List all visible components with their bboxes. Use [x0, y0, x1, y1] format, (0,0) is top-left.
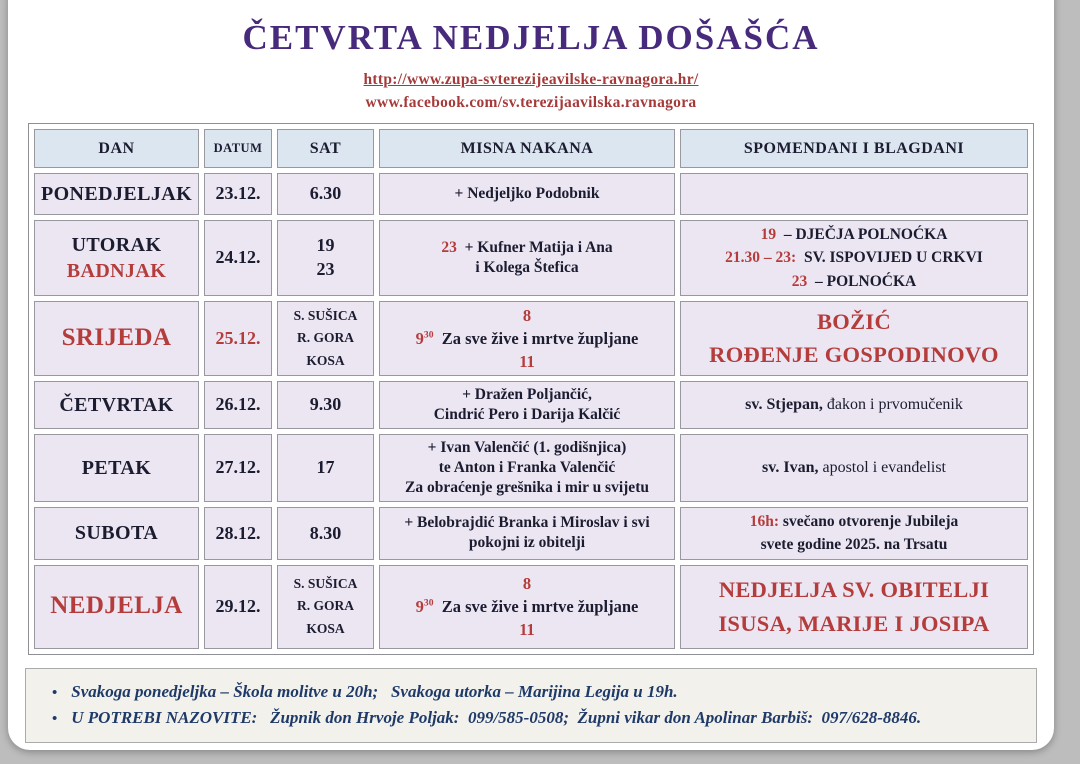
text-line: svete godine 2025. na Trsatu [760, 536, 948, 554]
intention-cell [379, 220, 675, 296]
text-line: sv. Stjepan, đakon i prvomučenik [745, 395, 963, 413]
text-line: 6.30 [309, 183, 342, 204]
day-cell [34, 565, 199, 649]
text-line: 17 [316, 457, 335, 478]
footer-note-text: Svakoga ponedjeljka – Škola molitve u 20h; Svakoga utorka – Marijina Legija u 19h. [71, 681, 678, 701]
bullet-icon: • [52, 710, 58, 727]
text-line: UTORAK [71, 233, 162, 256]
document-content [8, 0, 1054, 743]
date-cell [204, 381, 272, 429]
text-line: 27.12. [215, 457, 261, 478]
footer-note-text: U POTREBI NAZOVITE: Župnik don Hrvoje Poljak: 099/585-0508; Župni vikar don Apolinar Barbiš: 097/628-8846. [71, 707, 922, 727]
date-cell [204, 507, 272, 560]
date-cell [204, 301, 272, 376]
feast-cell [680, 301, 1028, 376]
day-cell [34, 434, 199, 502]
text-line: Za obraćenje grešnika i mir u svijetu [405, 479, 649, 497]
feast-cell [680, 381, 1028, 429]
day-cell [34, 173, 199, 215]
text-line: NEDJELJA [50, 592, 183, 620]
table-row-nedjelja [34, 565, 1028, 649]
intention-cell [379, 381, 675, 429]
table-row-srijeda [34, 301, 1028, 376]
text-line: 24.12. [215, 247, 261, 268]
day-cell [34, 507, 199, 560]
text-line: 19 [316, 235, 335, 256]
intention-cell [379, 565, 675, 649]
text-line: sv. Ivan, apostol i evanđelist [762, 458, 946, 476]
column-header-spomendani-i-blagdani: SPOMENDANI I BLAGDANI [680, 129, 1028, 168]
text-line: PONEDJELJAK [40, 183, 193, 205]
text-line: 23 – POLNOĆKA [791, 272, 917, 290]
text-line: KOSA [306, 620, 345, 636]
text-line: i Kolega Štefica [475, 258, 579, 276]
text-line: NEDJELJA SV. OBITELJI [718, 576, 990, 602]
time-cell [277, 565, 374, 649]
day-cell [34, 220, 199, 296]
text-line: BOŽIĆ [816, 308, 892, 334]
text-line: ISUSA, MARIJE I JOSIPA [718, 610, 990, 636]
column-header-dan: DAN [34, 129, 199, 168]
text-line: Cindrić Pero i Darija Kalčić [433, 406, 621, 424]
table-row-utorak-badnjak [34, 220, 1028, 296]
table-row-cetvrtak [34, 381, 1028, 429]
feast-cell [680, 220, 1028, 296]
time-cell [277, 220, 374, 296]
text-line: 8.30 [309, 522, 342, 543]
text-line: 9.30 [309, 394, 342, 415]
mass-schedule-table [28, 123, 1034, 655]
table-row-subota [34, 507, 1028, 560]
text-line: R. GORA [297, 598, 354, 614]
parish-website-link[interactable]: http://www.zupa-svterezijeavilske-ravnagora.hr/ [363, 71, 699, 88]
text-line: 8 [522, 573, 532, 593]
feast-cell [680, 434, 1028, 502]
notes-box [25, 668, 1037, 744]
text-line: 23 [316, 258, 335, 279]
text-line: $9^{30}$ Za sve žive i mrtve župljane [415, 328, 639, 348]
text-line: + Nedjeljko Podobnik [454, 184, 600, 202]
text-line: PETAK [81, 457, 152, 480]
text-line: 26.12. [215, 394, 261, 415]
intention-cell [379, 507, 675, 560]
text-line: + Belobrajdić Branka i Miroslav i svi [404, 514, 650, 532]
text-line: pokojni iz obitelji [468, 534, 586, 552]
time-cell [277, 381, 374, 429]
text-line: + Ivan Valenčić (1. godišnjica) [427, 438, 627, 456]
column-header-sat: SAT [277, 129, 374, 168]
links-block [8, 68, 1054, 114]
footer-note [52, 705, 1020, 731]
text-line: SUBOTA [74, 522, 159, 545]
time-cell [277, 434, 374, 502]
time-cell [277, 507, 374, 560]
intention-cell [379, 434, 675, 502]
intention-cell [379, 173, 675, 215]
table-header-row [34, 129, 1028, 168]
date-cell [204, 173, 272, 215]
text-line: R. GORA [297, 330, 354, 346]
text-line: SRIJEDA [61, 324, 172, 352]
feast-cell [680, 173, 1028, 215]
page-title: ČETVRTA NEDJELJA DOŠAŠĆA [242, 18, 820, 57]
text-line: BADNJAK [66, 259, 167, 282]
table-row-ponedjeljak [34, 173, 1028, 215]
text-line: 21.30 – 23: SV. ISPOVIJED U CRKVI [725, 249, 983, 267]
text-line: S. SUŠICA [293, 576, 358, 592]
text-line: 23 + Kufner Matija i Ana [441, 238, 613, 256]
text-line: te Anton i Franka Valenčić [438, 458, 616, 476]
date-cell [204, 434, 272, 502]
feast-cell [680, 507, 1028, 560]
time-cell [277, 173, 374, 215]
text-line: ČETVRTAK [59, 394, 174, 417]
intention-cell [379, 301, 675, 376]
text-line: 28.12. [215, 522, 261, 543]
text-line: 23.12. [215, 183, 261, 204]
date-cell [204, 565, 272, 649]
document-sheet [8, 0, 1054, 750]
table-row-petak [34, 434, 1028, 502]
date-cell [204, 220, 272, 296]
facebook-link[interactable]: www.facebook.com/sv.terezijaavilska.ravnagora [365, 94, 697, 111]
text-line: 29.12. [215, 595, 261, 616]
text-line: 19 – DJEČJA POLNOĆKA [760, 226, 948, 243]
text-line: KOSA [306, 352, 345, 368]
text-line: 11 [519, 620, 535, 640]
text-line: ROĐENJE GOSPODINOVO [709, 342, 999, 368]
text-line: 16h: svečano otvorenje Jubileja [749, 513, 959, 531]
column-header-datum: DATUM [204, 129, 272, 168]
column-header-misna-nakana: MISNA NAKANA [379, 129, 675, 168]
text-line: 25.12. [215, 327, 261, 348]
day-cell [34, 301, 199, 376]
feast-cell [680, 565, 1028, 649]
footer-note [52, 679, 1020, 705]
text-line: 8 [522, 305, 532, 325]
bullet-icon: • [52, 684, 58, 701]
text-line: + Dražen Poljančić, [462, 385, 592, 403]
text-line: 11 [519, 351, 535, 371]
day-cell [34, 381, 199, 429]
text-line: S. SUŠICA [293, 307, 358, 323]
time-cell [277, 301, 374, 376]
text-line: $9^{30}$ Za sve žive i mrtve župljane [415, 596, 639, 616]
